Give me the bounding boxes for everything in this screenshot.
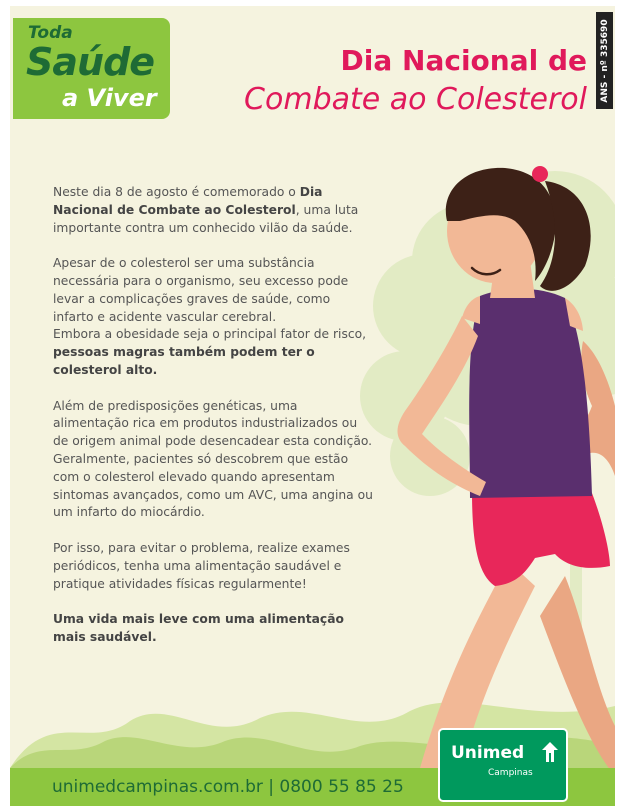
paragraph-obesidade: Embora a obesidade seja o principal fator de risco, pessoas magras também podem ter o colesterol alto.: [53, 327, 367, 377]
unimed-logo: [438, 728, 568, 802]
paragraph-predisposicoes: Além de predisposições genéticas, uma alimentação rica em produtos industrializados ou de origem animal pode desencadear esta condição. Geralmente, pacientes só descobrem que estão com o colesterol elevado quando apresentam sintomas avançados, como um AVC, uma angina ou um infarto do miocárdio.: [53, 398, 373, 520]
footer-contact: unimedcampinas.com.br | 0800 55 85 25: [52, 777, 404, 797]
paragraph-intro: Neste dia 8 de agosto é comemorado o Dia Nacional de Combate ao Colesterol, uma luta importante contra um conhecido vilão da saúde.: [53, 185, 359, 235]
toda-saude-logo: [13, 18, 170, 119]
paragraph-colesterol: Apesar de o colesterol ser uma substância necessária para o organismo, seu excesso pode levar a complicações graves de saúde, como infarto e acidente vascular cerebral.: [53, 256, 349, 324]
unimed-logo-city: Campinas: [488, 768, 533, 778]
highlight-dia-nacional: Dia Nacional de Combate ao Colesterol: [53, 185, 323, 217]
page-title-line2: Combate ao Colesterol: [244, 82, 587, 117]
paragraph-slogan: Uma vida mais leve com uma alimentação mais saudável.: [53, 612, 344, 644]
ans-registration-tag: [596, 12, 613, 109]
logo-word-saude: Saúde: [26, 40, 155, 84]
unimed-logo-name: Unimed: [451, 743, 525, 763]
article-body: [53, 184, 373, 665]
highlight-pessoas-magras: pessoas magras também podem ter o colesterol alto.: [53, 345, 315, 377]
flyer-sheet: [10, 6, 615, 806]
paragraph-prevencao: Por isso, para evitar o problema, realize exames periódicos, tenha uma alimentação saudável e pratique atividades físicas regularmente!: [53, 540, 350, 591]
unimed-tree-icon: [540, 741, 560, 763]
page-title-line1: Dia Nacional de: [340, 44, 587, 77]
runner-shorts: [472, 488, 610, 586]
ans-registration-text: ANS - nº 335690: [599, 18, 610, 103]
logo-word-toda: Toda: [28, 23, 73, 43]
logo-word-a-viver: a Viver: [62, 84, 157, 112]
hair-tie: [532, 166, 548, 182]
